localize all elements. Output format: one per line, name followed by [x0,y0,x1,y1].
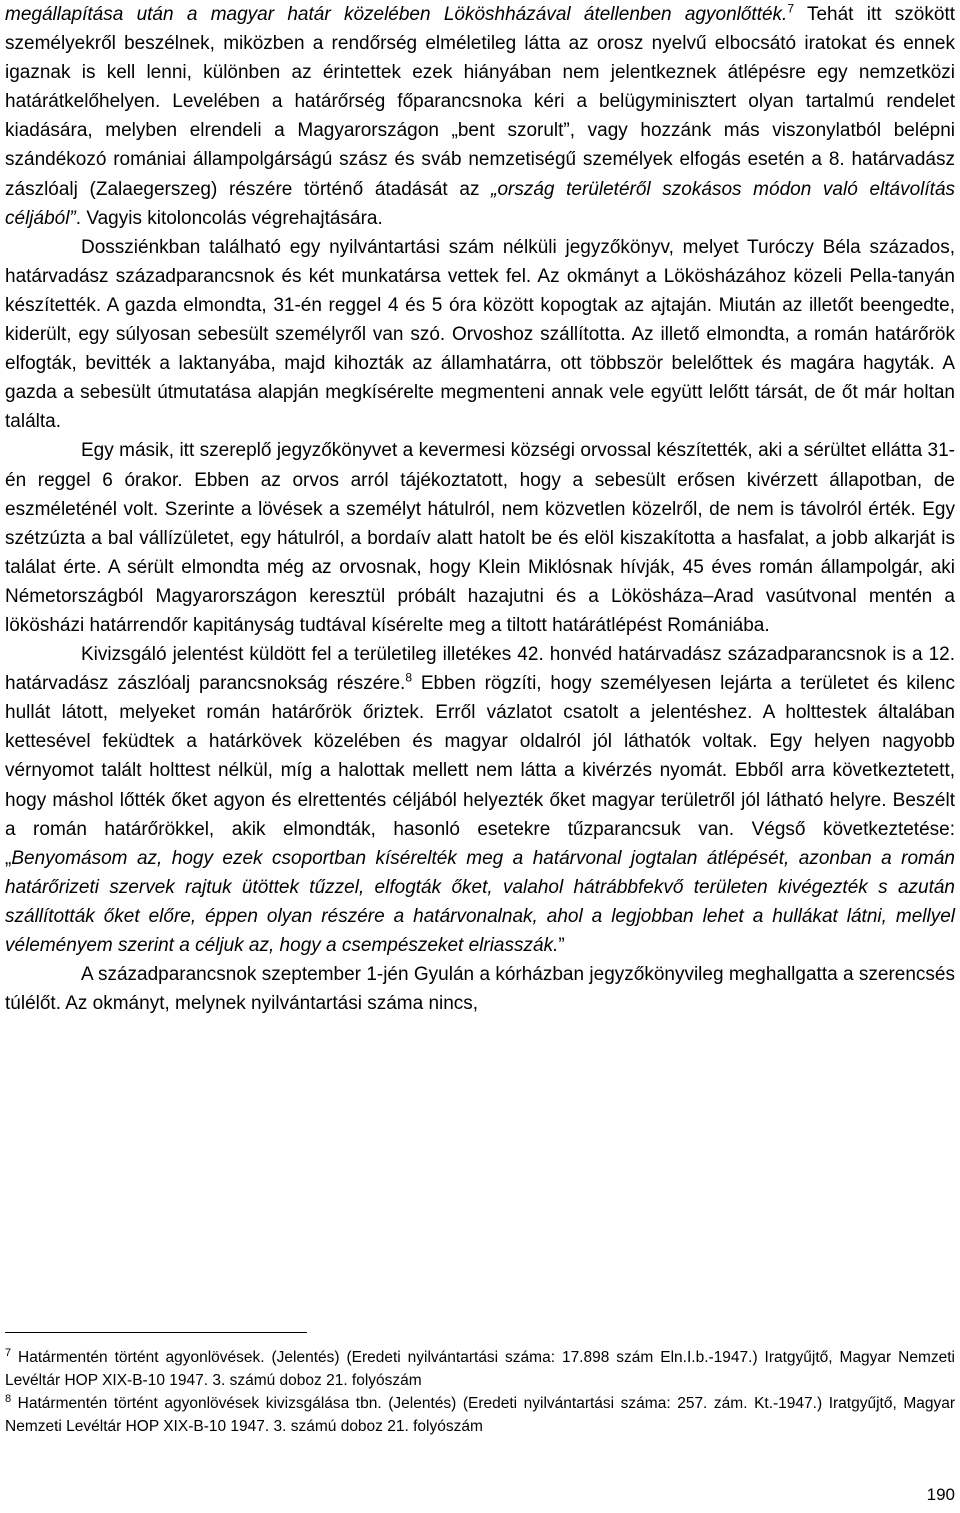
paragraph-4 [5,640,955,960]
footnote-text: Határmentén történt agyonlövések kivizsgálása tbn. (Jelentés) (Eredeti nyilvántartási száma: 257. zám. Kt.-1947.) Iratgyűjtő, Magyar Nemzeti Levéltár HOP XIX-B-10 1947. 3. számú doboz 21. folyószám [5,1395,955,1435]
page-number: 190 [926,1485,955,1504]
paragraph-4-continued: Ebben rögzíti, hogy személyesen lejárta a területet és kilenc hullát látott, melyeket román határőrök őriztek. Erről vázlatot csatolt a jelentéshez. A holttestek általában kettesével feküdtek a határkövek közelében és magyar oldalról jól láthatók voltak. Egy helyen nagyobb vérnyomot talált holttest nélkül, míg a halottak mellett nem látta a kivérzés nyomát. Ebből arra következtetett, hogy máshol lőtték őket agyon és elrettentés céljából helyezték őket magyar területről jól látható helyre. Beszélt a román határőrökkel, akik elmondták, hasonló esetekre tűzparancsuk van. Végső következtetése: „ [5,673,955,869]
paragraph-4-quote: Benyomásom az, hogy ezek csoportban kísérelték meg a határvonal jogtalan átlépését, azonban a román határőrizeti szervek rajtuk ütöttek tűzzel, elfogták őket, valahol hátrábbfekvő területen kivégezték s azután szállították őket előre, éppen olyan részére a határvonalnak, ahol a legjobban lehet a hullákat látni, mellyel véleményem szerint a céljuk az, hogy a csempészeket elriasszák. [5,847,955,956]
paragraph-1-end: . Vagyis kitoloncolás végrehajtására. [75,207,383,229]
paragraph-4-end: ” [558,935,565,956]
paragraph-1-text: Tehát itt szökött személyekről beszélnek, miközben a rendőrség elméletileg látta az orosz nyelvű elbocsátó iratokat és ennek igaznak is kell lenni, különben az érintettek ezek hiányában nem jelentkeznek átlépésre egy nemzetközi határátkelőhelyen. Levelében a határőrség főparancsnoka kéri a belügyminisztert olyan tartalmú rendelet kiadására, melyben elrendeli a Magyarországon „bent szorult”, vagy hozzánk más viszonylatból belépni szándékozó romániai állampolgárságú szász és sváb nemzetiségű személyek elfogás esetén a 8. határvadász zászlóalj (Zalaegerszeg) részére történő átadását az [5,4,955,200]
footnotes [5,1346,955,1438]
footnote-7 [5,1346,955,1392]
body-text [5,0,955,1018]
paragraph-5: A századparancsnok szeptember 1-jén Gyulán a kórházban jegyzőkönyvileg meghallgatta a szerencsés túlélőt. Az okmányt, melynek nyilvántartási száma nincs, [5,964,955,1015]
footnote-number: 7 [5,1346,12,1359]
paragraph-1-italic-lead: megállapítása után a magyar határ közelében Lököshházával átellenben agyonlőtték. [5,4,788,25]
paragraph-4-text: Kivizsgáló jelentést küldött fel a területileg illetékes 42. honvéd határvadász századparancsnok is a 12. határvadász zászlóalj parancsnokság részére. [5,644,955,695]
paragraph-1 [5,0,955,233]
footnote-divider [5,1332,307,1333]
paragraph-2: Dossziénkban található egy nyilvántartási szám nélküli jegyzőkönyv, melyet Turóczy Béla százados, határvadász századparancsnok és két munkatársa vettek fel. Az okmányt a Lökösházához közeli Pella-tanyán készítették. A gazda elmondta, 31-én reggel 4 és 5 óra között kopogtak az ajtaján. Miután az illetőt beengedte, kiderült, egy súlyosan sebesült személyről van szó. Orvoshoz szállította. Az illető elmondta, a román határőrök elfogták, bevitték a laktanyába, majd kihozták az államhatárra, ott többször belelőttek és magára hagyták. A gazda a sebesült útmutatása alapján megkísérelte megmenteni annak vele együtt lelőtt társát, de őt már holtan találta. [5,236,955,433]
footnote-8 [5,1392,955,1438]
paragraph-1-quote: „ország területéről szokásos módon való eltávolítás céljából” [5,178,956,229]
footnote-ref-7[interactable]: 7 [787,1,795,16]
footnote-ref-8[interactable]: 8 [405,670,412,685]
footnote-text: Határmentén történt agyonlövések. (Jelentés) (Eredeti nyilvántartási száma: 17.898 szám Eln.I.b.-1947.) Iratgyűjtő, Magyar Nemzeti Levéltár HOP XIX-B-10 1947. 3. számú doboz 21. folyószám [5,1349,955,1389]
paragraph-3: Egy másik, itt szereplő jegyzőkönyvet a kevermesi községi orvossal készítették, aki a sérültet ellátta 31-én reggel 6 órakor. Ebben az orvos arról tájékoztatott, hogy a sebesült erősen kivérzett állapotban, de eszméleténél volt. Szerinte a lövések a személyt hátulról, nem közvetlen közelről, de nem is távolról érték. Egy szétzúzta a bal vállízületet, egy hátulról, a bordaív alatt hatolt be és elöl kiszakította a hasfalat, a jobb alkarját is találat érte. A sérült elmondta még az orvosnak, hogy Klein Miklósnak hívják, 45 éves román állampolgár, aki Németországból Magyarországon keresztül próbált hazajutni és a Lökösháza–Arad vasútvonal mentén a lökösházi határrendőr kapitányság tudtával kísérelte meg a tiltott határátlépést Romániába. [5,440,955,636]
footnote-number: 8 [5,1392,12,1405]
